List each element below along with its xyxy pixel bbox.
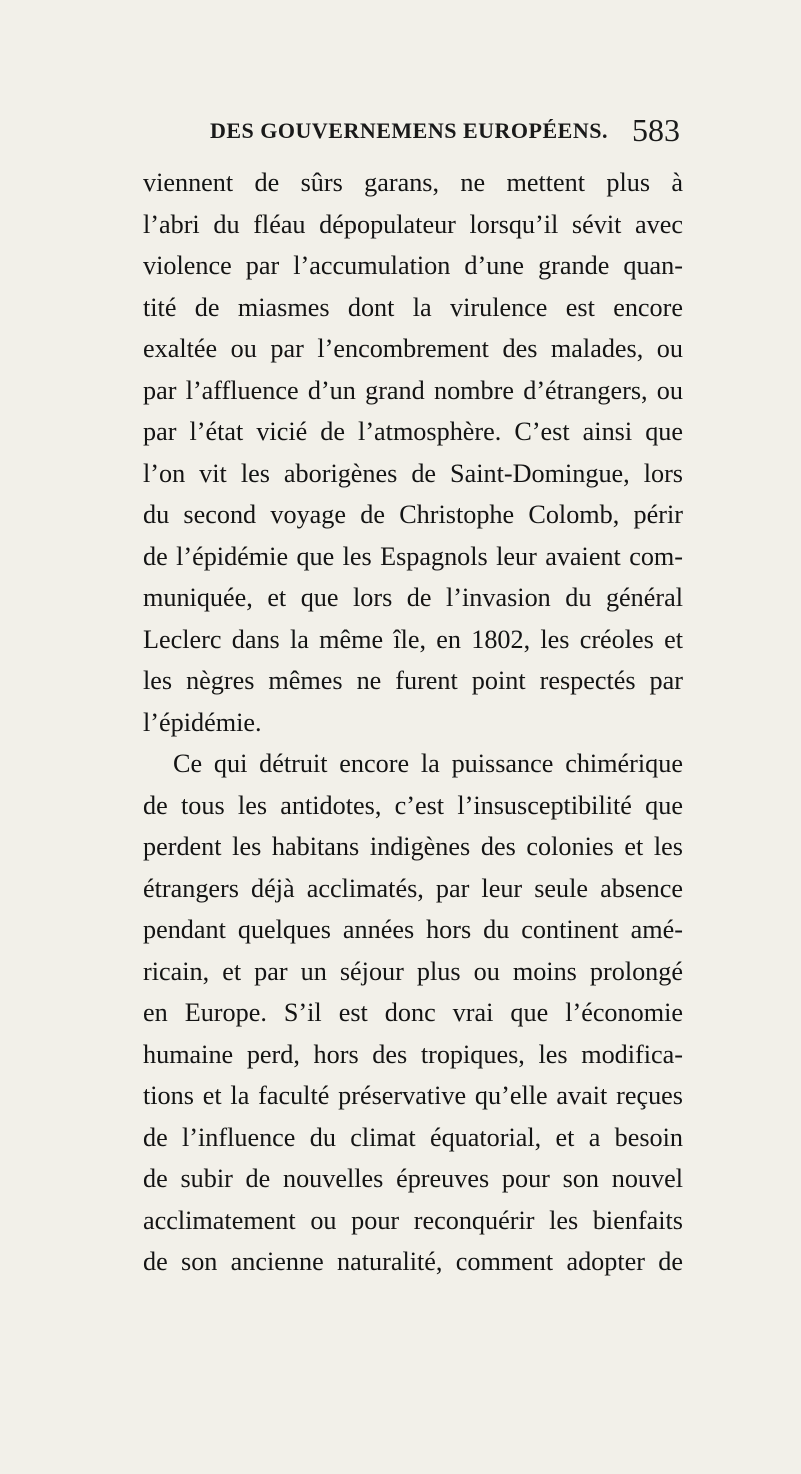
paragraph-end-line: l’épidémie. <box>143 707 262 737</box>
page-number: 583 <box>632 112 680 148</box>
text-line: de tous les antidotes, c’est l’insusceptibilité que <box>143 790 683 820</box>
text-line: viennent de sûrs garans, ne mettent plus à <box>143 168 683 197</box>
text-line: muniquée, et que lors de l’invasion du général <box>143 583 683 612</box>
paragraph-start-line: Ce qui détruit encore la puissance chimérique <box>173 749 683 778</box>
text-line: par l’affluence d’un grand nombre d’étrangers, ou <box>143 375 683 405</box>
text-line: perdent les habitans indigènes des colonies et les <box>143 832 683 861</box>
text-line: ricain, et par un séjour plus ou moins prolongé <box>143 956 683 986</box>
text-line: l’on vit les aborigènes de Saint-Domingue, lors <box>143 458 683 488</box>
text-line: étrangers déjà acclimatés, par leur seule absence <box>143 873 683 903</box>
text-line: par l’état vicié de l’atmosphère. C’est ainsi que <box>143 417 683 446</box>
text-line: en Europe. S’il est donc vrai que l’économie <box>143 998 683 1027</box>
text-line: tions et la faculté préservative qu’elle avait reçues <box>143 1081 683 1110</box>
text-line: violence par l’accumulation d’une grande quan- <box>143 251 683 280</box>
page-header <box>210 112 680 152</box>
text-line: l’abri du fléau dépopulateur lorsqu’il sévit avec <box>143 209 683 239</box>
text-line: du second voyage de Christophe Colomb, périr <box>143 500 683 529</box>
text-line: acclimatement ou pour reconquérir les bienfaits <box>143 1205 683 1235</box>
text-line: exaltée ou par l’encombrement des malades, ou <box>143 334 683 363</box>
text-line: de son ancienne naturalité, comment adopter de <box>143 1247 683 1276</box>
text-line: Leclerc dans la même île, en 1802, les créoles et <box>143 624 683 654</box>
text-line: les nègres mêmes ne furent point respectés par <box>143 666 683 695</box>
text-line: pendant quelques années hors du continent amé- <box>143 915 683 944</box>
text-line: de l’influence du climat équatorial, et a besoin <box>143 1122 683 1152</box>
text-line: tité de miasmes dont la virulence est encore <box>143 292 683 322</box>
text-line: de l’épidémie que les Espagnols leur avaient com- <box>143 541 683 571</box>
text-line: de subir de nouvelles épreuves pour son nouvel <box>143 1164 683 1193</box>
text-line: humaine perd, hors des tropiques, les modifica- <box>143 1039 683 1069</box>
body-text <box>143 162 683 1283</box>
running-head: DES GOUVERNEMENS EUROPÉENS. <box>210 118 608 143</box>
